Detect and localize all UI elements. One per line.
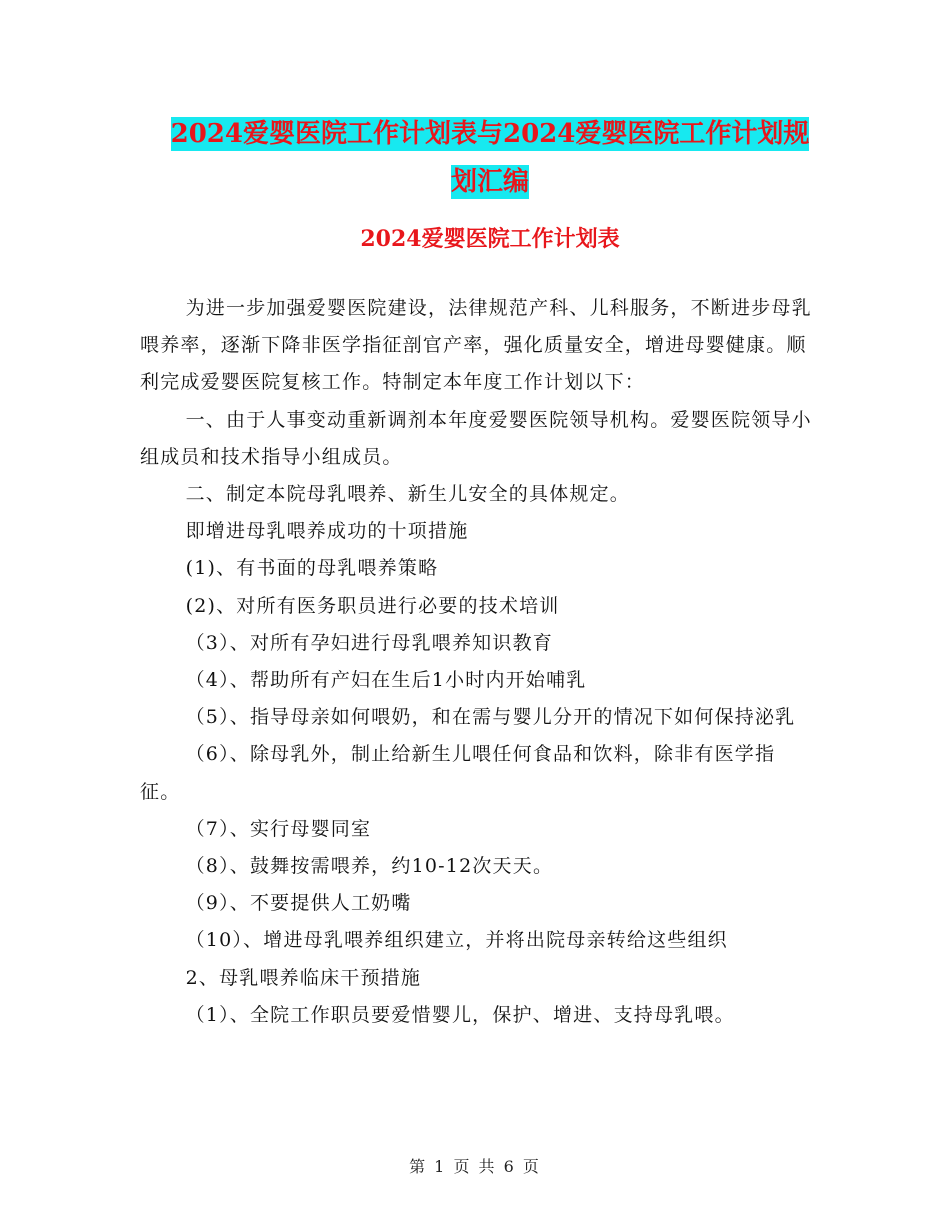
list-item: （5）、指导母亲如何喂奶，和在需与婴儿分开的情况下如何保持泌乳 bbox=[185, 706, 796, 729]
title-line-1: 2024爱婴医院工作计划表与2024爱婴医院工作计划规 bbox=[170, 119, 810, 149]
title-line-2: 划汇编 bbox=[450, 167, 529, 197]
paragraph: 即增进母乳喂养成功的十项措施 bbox=[185, 520, 469, 543]
paragraph: 2、母乳喂养临床干预措施 bbox=[185, 966, 422, 989]
list-item: （7）、实行母婴同室 bbox=[185, 817, 372, 840]
list-item: （3）、对所有孕妇进行母乳喂养知识教育 bbox=[185, 631, 553, 654]
paragraph: 一、由于人事变动重新调剂本年度爱婴医院领导机构。爱婴医院领导小组成员和技术指导小组成员。 bbox=[140, 408, 812, 468]
paragraph: 二、制定本院母乳喂养、新生儿安全的具体规定。 bbox=[185, 483, 630, 506]
page-footer: 第 1 页 共 6 页 bbox=[409, 1157, 541, 1176]
list-item: （4）、帮助所有产妇在生后1小时内开始哺乳 bbox=[185, 669, 587, 692]
list-item: （10）、增进母乳喂养组织建立，并将出院母亲转给这些组织 bbox=[185, 929, 728, 952]
document-body bbox=[140, 290, 812, 1034]
list-item: (2)、对所有医务职员进行必要的技术培训 bbox=[185, 594, 560, 617]
list-item: （1）、全院工作职员要爱惜婴儿，保护、增进、支持母乳喂。 bbox=[185, 1003, 735, 1026]
paragraph: 为进一步加强爱婴医院建设，法律规范产科、儿科服务，不断进步母乳喂养率，逐渐下降非医学指征剖官产率，强化质量安全，增进母婴健康。顺利完成爱婴医院复核工作。特制定本年度工作计划以下： bbox=[140, 297, 812, 394]
list-item: （8）、鼓舞按需喂养，约10-12次天天。 bbox=[185, 855, 554, 878]
list-item: (1)、有书面的母乳喂养策略 bbox=[185, 557, 439, 580]
document-title bbox=[140, 110, 840, 206]
section-subtitle: 2024爱婴医院工作计划表 bbox=[360, 226, 620, 252]
list-item: （9）、不要提供人工奶嘴 bbox=[185, 892, 412, 915]
list-item: （6）、除母乳外，制止给新生儿喂任何食品和饮料，除非有医学指征。 bbox=[140, 743, 776, 803]
